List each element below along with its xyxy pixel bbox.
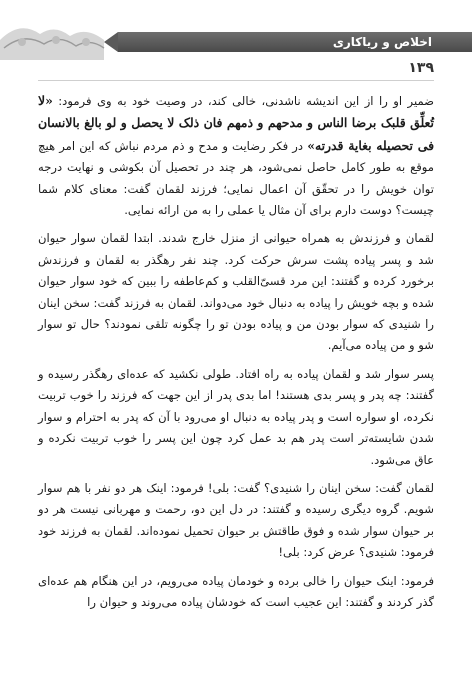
ornament-icon (0, 20, 108, 60)
page-body (38, 90, 434, 620)
paragraph: فرمود: اینک حیوان را خالی برده و خودمان پیاده می‌رویم، در این هنگام هم عده‌ای گذر کردند و گفتند: این عجیب است که خودشان پیاده می‌روند و حیوان را (38, 573, 434, 609)
paragraph: لقمان و فرزندش به همراه حیوانی از منزل خارج شدند. ابتدا لقمان سوار حیوان شد و پسر پیاده پشت سرش حرکت کرد. چند نفر رهگذر به لقمان و فرزندش برخورد کرده و گفتند: این مرد قسیّ‌القلب و کم‌عاطفه را ببین که خود سوار حیوان شده و بچه خویش را پیاده به دنبال خود می‌دواند. لقمان به فرزند گفت: سخن اینان را شنیدی که سوار بودن من و پیاده بودن تو را چگونه تلقی نمودند؟ حال تو سوار شو و من پیاده می‌آیم. (38, 231, 434, 353)
paragraph-text: ضمیر او را از این اندیشه ناشدنی، خالی کند، در وصیت خود به وی فرمود: (52, 94, 434, 108)
chapter-title: اخلاص و ریاکاری (332, 35, 432, 49)
paragraph: لقمان گفت: سخن اینان را شنیدی؟ گفت: بلی! فرمود: اینک هر دو نفر با هم سوار شویم. گروه دیگری رسیده و گفتند: در دل این دو، رحمت و مهربانی نیست هر دو بر حیوان سوار شده و فوق طاقتش بر حیوان تحمیل نموده‌اند. لقمان به فرزند خود فرمود: شنیدی؟ عرض کرد: بلی! (38, 480, 434, 560)
paragraph (38, 90, 434, 221)
paragraph-text: در فکر رضایت و مدح و ذم مردم نباش که این امر هیچ موقع به طور کامل حاصل نمی‌شود، هر چند در تحصیل آن بکوشی و نهایت درجه توان خویش را در تحقّق آن اعمال نمایی؛ فرزند لقمان گفت: معنای کلام شما چیست؟ دوست دارم برای آن مثال یا عملی را به من ارائه نمایی. (38, 138, 434, 218)
divider (38, 80, 434, 81)
arabic-quote: «لا تُعلِّق قلبک برضا الناس و مدحهم و ذمهم فان ذلک لا یحصل و لو بالغ بالانسان فی تحصیله بغایة قدرته» (38, 93, 434, 153)
page-number: ۱۳۹ (408, 60, 434, 76)
paragraph: پسر سوار شد و لقمان پیاده به راه افتاد. طولی نکشید که عده‌ای رهگذر رسیده و گفتند: چه پدر و پسر بدی هستند! اما بدی پدر از این جهت که فرزند را خوب تربیت نکرده، او سواره است و پدر پیاده به دنبال او می‌رود با آن که پدر به احترام و سوار شدن شایسته‌تر است پدر هم بد عمل کرد چون این پسر را خوب تربیت نکرده و عاق می‌شود. (38, 366, 434, 467)
